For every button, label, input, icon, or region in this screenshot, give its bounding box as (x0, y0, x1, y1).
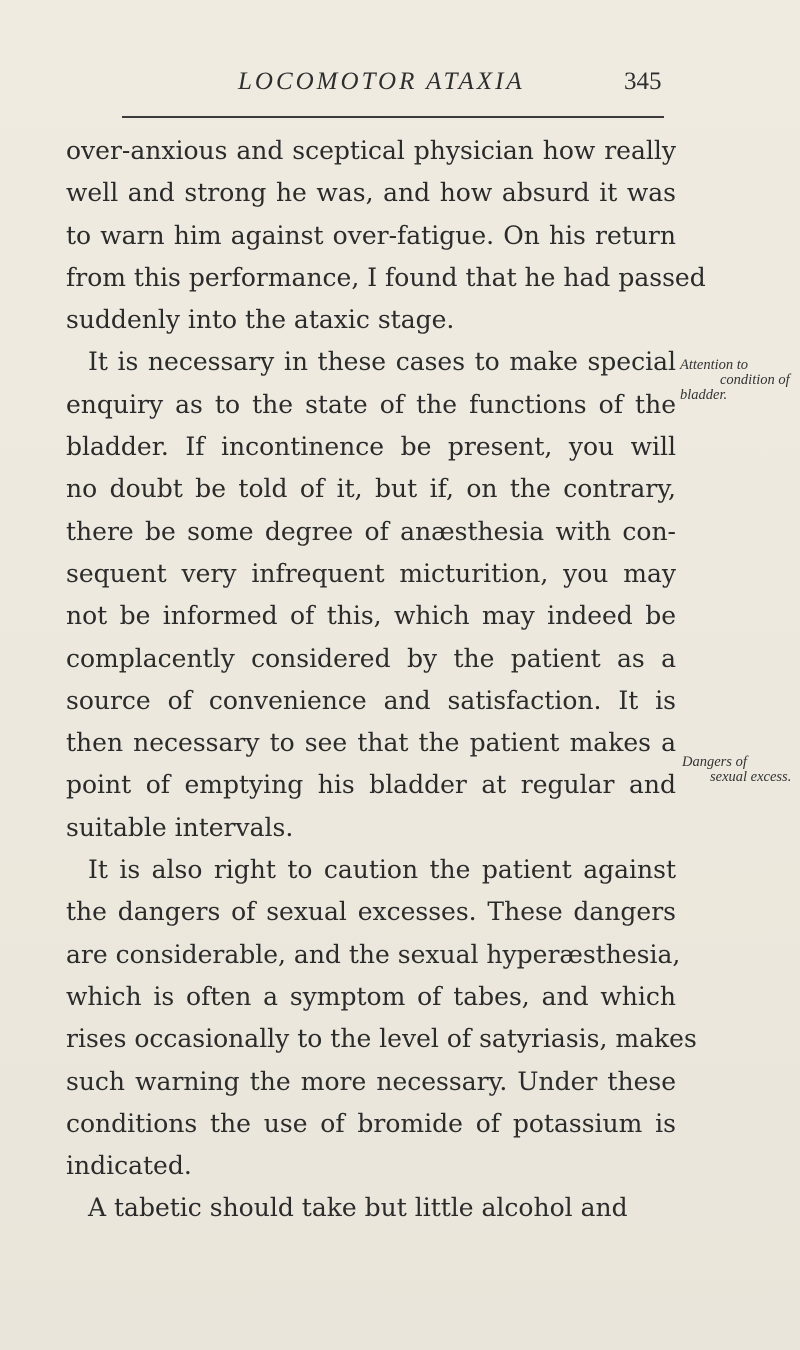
text-line: over-anxious and sceptical physician how really (66, 136, 676, 165)
text-line: A tabetic should take but little alcohol and (88, 1193, 628, 1223)
text-line: then necessary to see that the patient makes a (66, 728, 676, 758)
text-line: such warning the more necessary. Under these (66, 1066, 676, 1096)
text-line: sequent very infrequent micturition, you may (66, 558, 676, 588)
text-line: suddenly into the ataxic stage. (66, 305, 455, 335)
body-text (66, 130, 706, 1230)
text-line: to warn him against over-fatigue. On his return (66, 220, 676, 250)
text-line: well and strong he was, and how absurd it was (66, 178, 676, 208)
text-line: point of emptying his bladder at regular and (66, 770, 676, 800)
text-line: indicated. (66, 1151, 192, 1181)
text-line: which is often a symptom of tabes, and which (66, 981, 676, 1011)
text-line: rises occasionally to the level of satyriasis, makes (66, 1024, 697, 1054)
text-line: no doubt be told of it, but if, on the contrary, (66, 474, 676, 504)
margin-note-line: sexual excess. (710, 769, 792, 785)
margin-note-line: condition of (720, 372, 790, 388)
margin-note-line: Attention to (680, 357, 749, 373)
margin-note-line: bladder. (680, 387, 728, 403)
margin-note-line: Dangers of (682, 754, 747, 770)
header-rule (122, 116, 664, 118)
text-line: source of convenience and satisfaction. It is (66, 685, 676, 715)
text-line: suitable intervals. (66, 812, 294, 842)
text-line: bladder. If incontinence be present, you will (66, 432, 676, 462)
text-line: not be informed of this, which may indeed be (66, 601, 676, 631)
margin-note-attention (680, 358, 790, 403)
text-line: there be some degree of anæsthesia with con- (66, 516, 676, 546)
text-line: the dangers of sexual excesses. These dangers (66, 897, 676, 927)
text-line: It is also right to caution the patient against (88, 855, 676, 885)
margin-note-dangers (682, 755, 791, 785)
text-line: conditions the use of bromide of potassium is (66, 1108, 676, 1138)
text-line: It is necessary in these cases to make special (88, 347, 676, 377)
text-line: from this performance, I found that he had passed (66, 262, 706, 292)
text-line: are considerable, and the sexual hyperæsthesia, (66, 939, 681, 969)
text-line: complacently considered by the patient as a (66, 643, 676, 673)
page-number: 345 (624, 68, 662, 95)
text-line: enquiry as to the state of the functions of the (66, 389, 676, 419)
running-head: LOCOMOTOR ATAXIA (238, 68, 525, 95)
